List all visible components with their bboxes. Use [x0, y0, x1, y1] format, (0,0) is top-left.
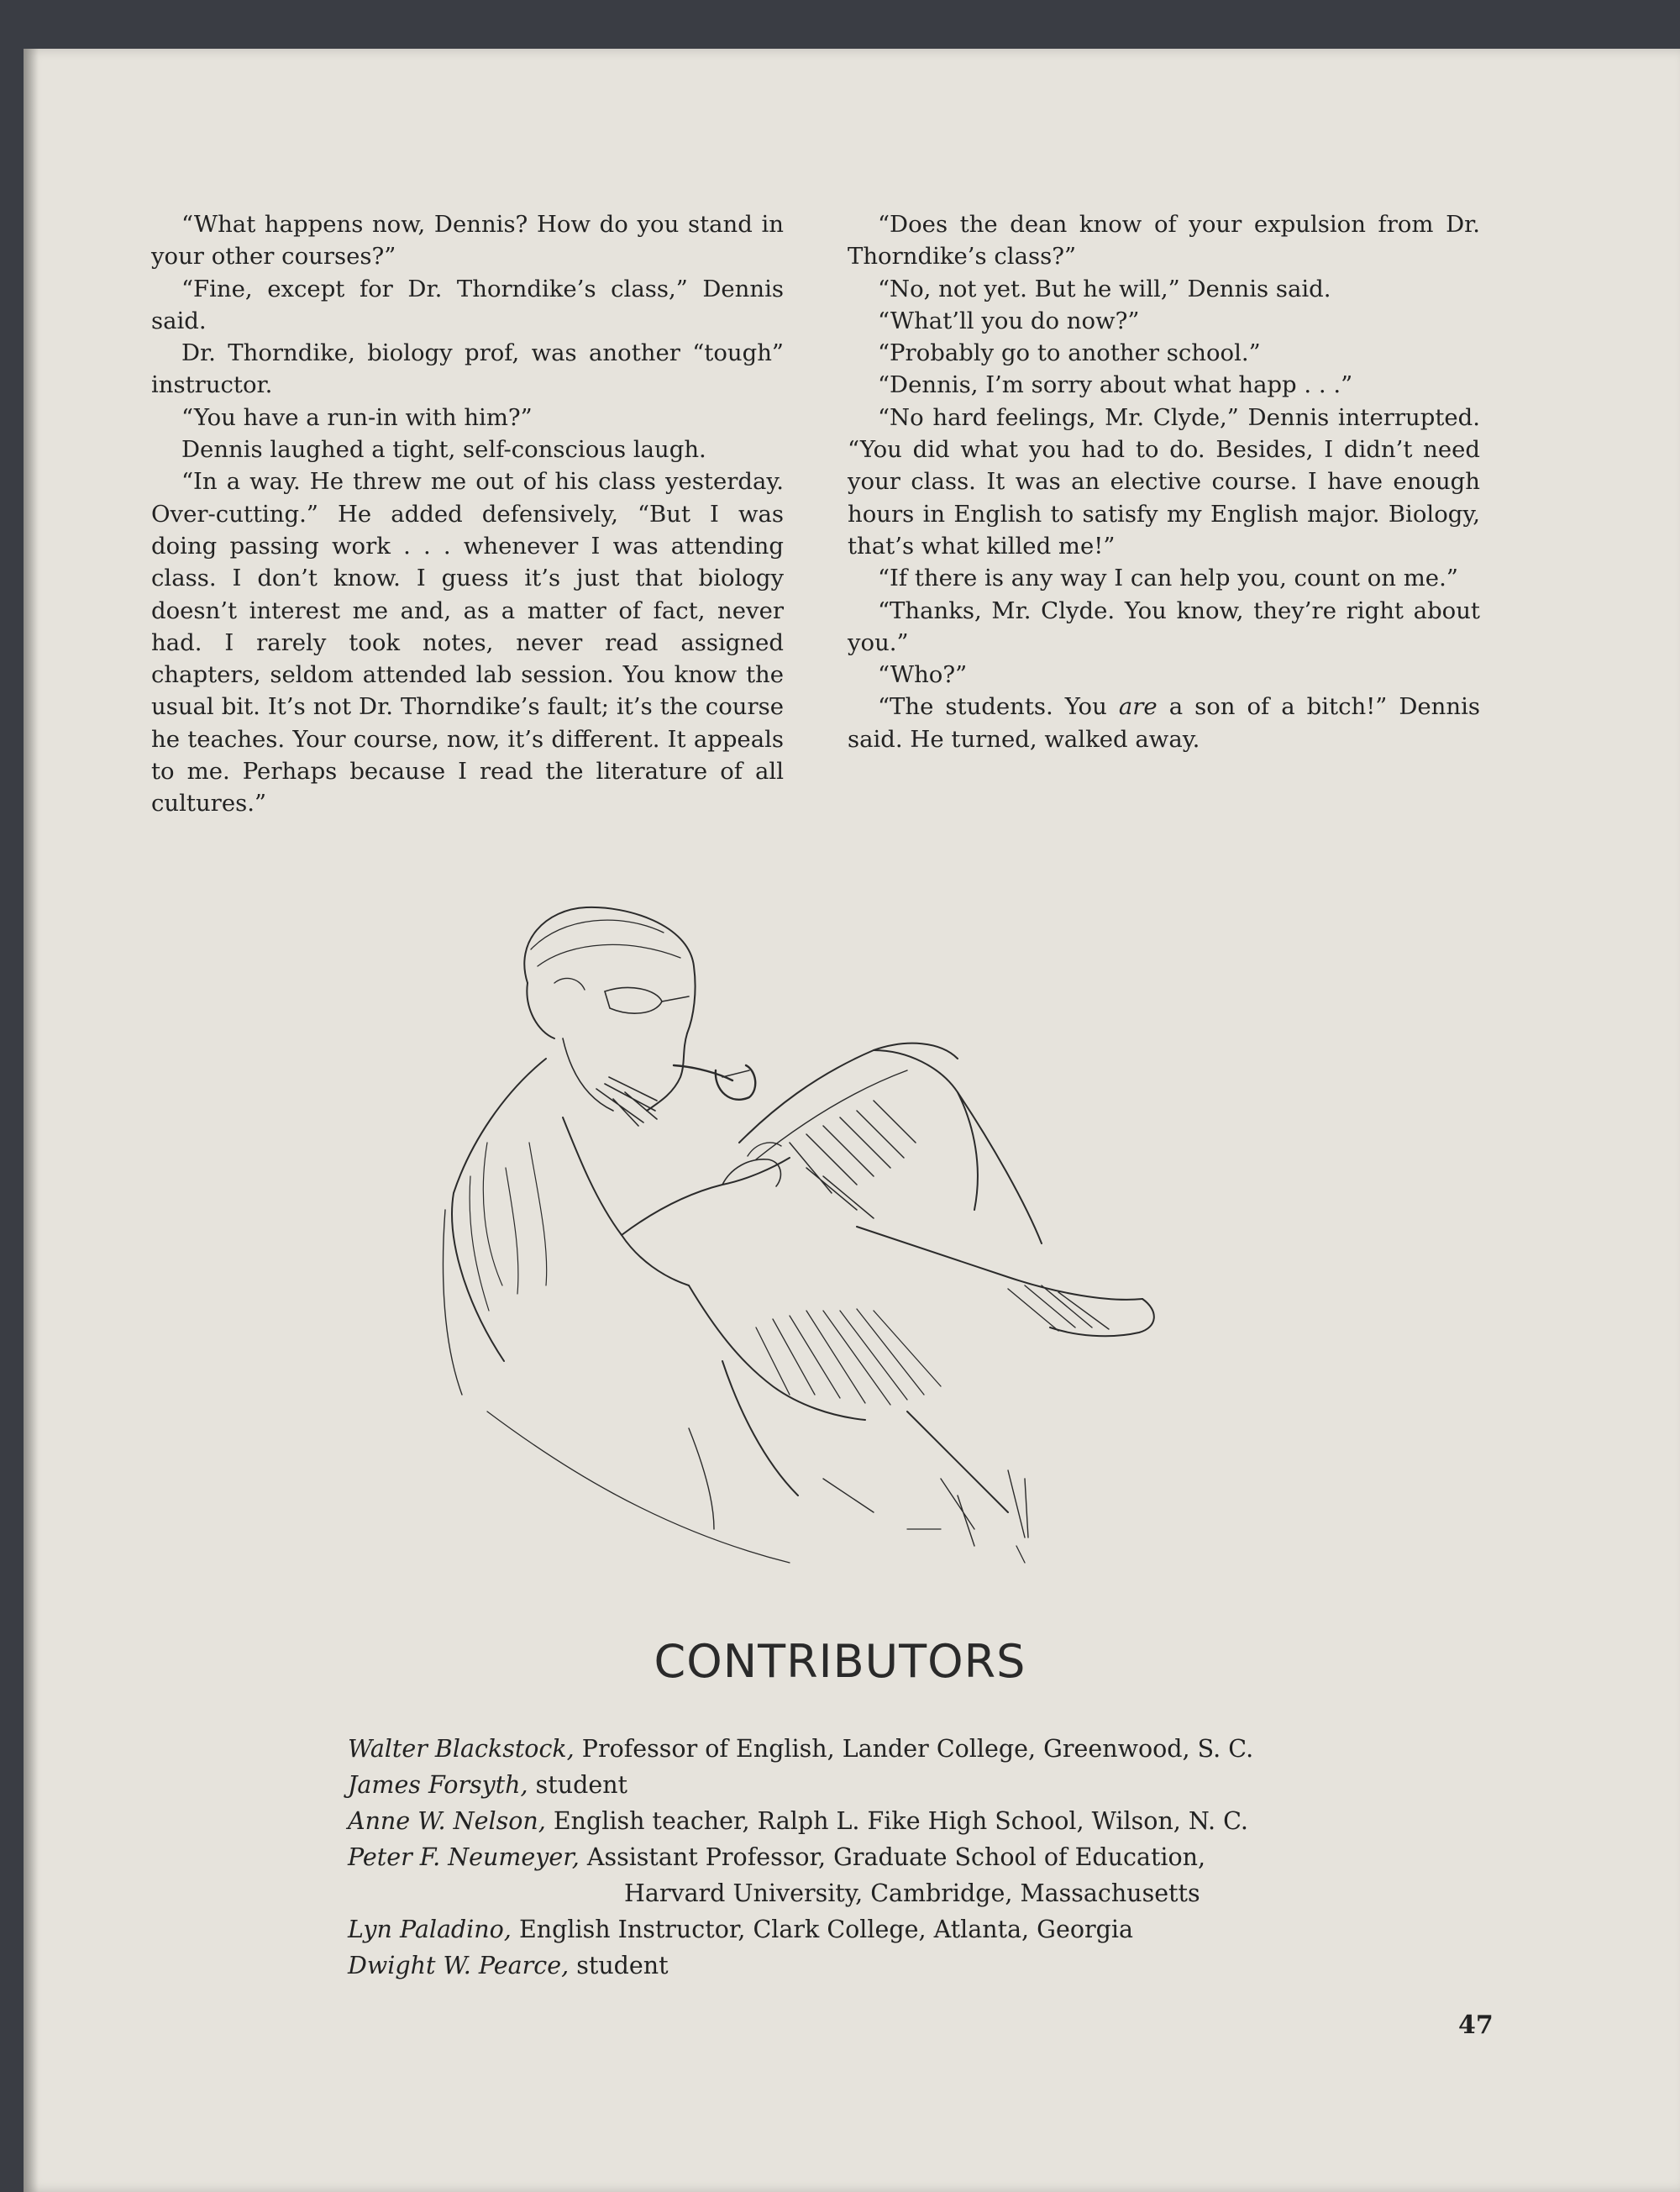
paragraph: “Probably go to another school.”: [878, 339, 1261, 367]
contributor-name: Peter F. Neumeyer,: [348, 1843, 580, 1871]
paragraph: “In a way. He threw me out of his class yesterday. Over-cutting.” He added defensively, “But I was doing passing work . . . whenever I was attending class. I don’t know. I guess it’s just that biology doesn’t interest me and, as a matter of fact, never had. I rarely took notes, never read assigned chapters, seldom attended lab session. You know the usual bit. It’s not Dr. Thorndike’s fault; it’s the course he teaches. Your course, now, it’s different. It appeals to me. Perhaps because I read the literature of all cultures.”: [151, 468, 784, 817]
binding-shadow: [24, 49, 39, 2192]
contributor-name: James Forsyth,: [348, 1771, 528, 1799]
paragraph: “What’ll you do now?”: [878, 307, 1140, 334]
text-run: “The students. You: [878, 693, 1119, 721]
paragraph: [848, 691, 1480, 755]
paragraph: “No hard feelings, Mr. Clyde,” Dennis interrupted. “You did what you had to do. Besides, I didn’t need your class. It was an elective course. I have enough hours in English to satisfy my English major. Biology, that’s what killed me!”: [848, 403, 1480, 560]
paragraph: “You have a run-in with him?”: [181, 403, 533, 431]
paragraph: “Does the dean know of your expulsion from Dr. Thorndike’s class?”: [848, 211, 1480, 271]
paragraph: “If there is any way I can help you, count on me.”: [878, 565, 1458, 592]
emphasis: are: [1118, 693, 1158, 721]
contributor-role: student: [576, 1952, 669, 1979]
contributor-name: Walter Blackstock,: [348, 1735, 575, 1763]
paragraph: “Who?”: [878, 661, 968, 689]
contributors-heading: CONTRIBUTORS: [654, 1635, 1026, 1688]
story-right-column: [848, 208, 1480, 755]
text-run: a son of a bitch!” Dennis said. He turned, walked away.: [848, 693, 1480, 753]
paragraph: “What happens now, Dennis? How do you stand in your other courses?”: [151, 211, 784, 271]
paragraph: “Thanks, Mr. Clyde. You know, they’re right about you.”: [848, 597, 1480, 656]
paragraph: “No, not yet. But he will,” Dennis said.: [878, 275, 1331, 302]
contributor-entry: [348, 1911, 1406, 1948]
contributor-entry: [348, 1948, 1406, 1984]
contributor-entry: [348, 1803, 1406, 1839]
contributor-role-continued: Harvard University, Cambridge, Massachusetts: [624, 1879, 1200, 1907]
story-left-column: [151, 208, 784, 820]
contributors-list: [348, 1731, 1406, 1984]
contributor-role: student: [535, 1771, 628, 1799]
contributor-role: English Instructor, Clark College, Atlanta, Georgia: [518, 1916, 1133, 1943]
contributor-name: Dwight W. Pearce,: [348, 1952, 570, 1979]
page-number: 47: [1458, 2011, 1494, 2040]
paragraph: Dennis laughed a tight, self-conscious laugh.: [181, 436, 706, 464]
paragraph: Dr. Thorndike, biology prof, was another “tough” instructor.: [151, 339, 784, 399]
sketch-illustration: [437, 891, 1226, 1596]
contributor-role: English teacher, Ralph L. Fike High School, Wilson, N. C.: [553, 1807, 1248, 1835]
contributor-name: Lyn Paladino,: [348, 1916, 512, 1943]
contributor-entry: [348, 1731, 1406, 1767]
paragraph: “Fine, except for Dr. Thorndike’s class,” Dennis said.: [151, 275, 784, 334]
contributor-entry: [348, 1839, 1406, 1875]
contributor-entry: [348, 1767, 1406, 1803]
paragraph: “Dennis, I’m sorry about what happ . . .”: [878, 371, 1353, 399]
contributor-name: Anne W. Nelson,: [348, 1807, 546, 1835]
contributor-role: Assistant Professor, Graduate School of Education,: [586, 1843, 1206, 1871]
contributor-role: Professor of English, Lander College, Greenwood, S. C.: [581, 1735, 1254, 1763]
